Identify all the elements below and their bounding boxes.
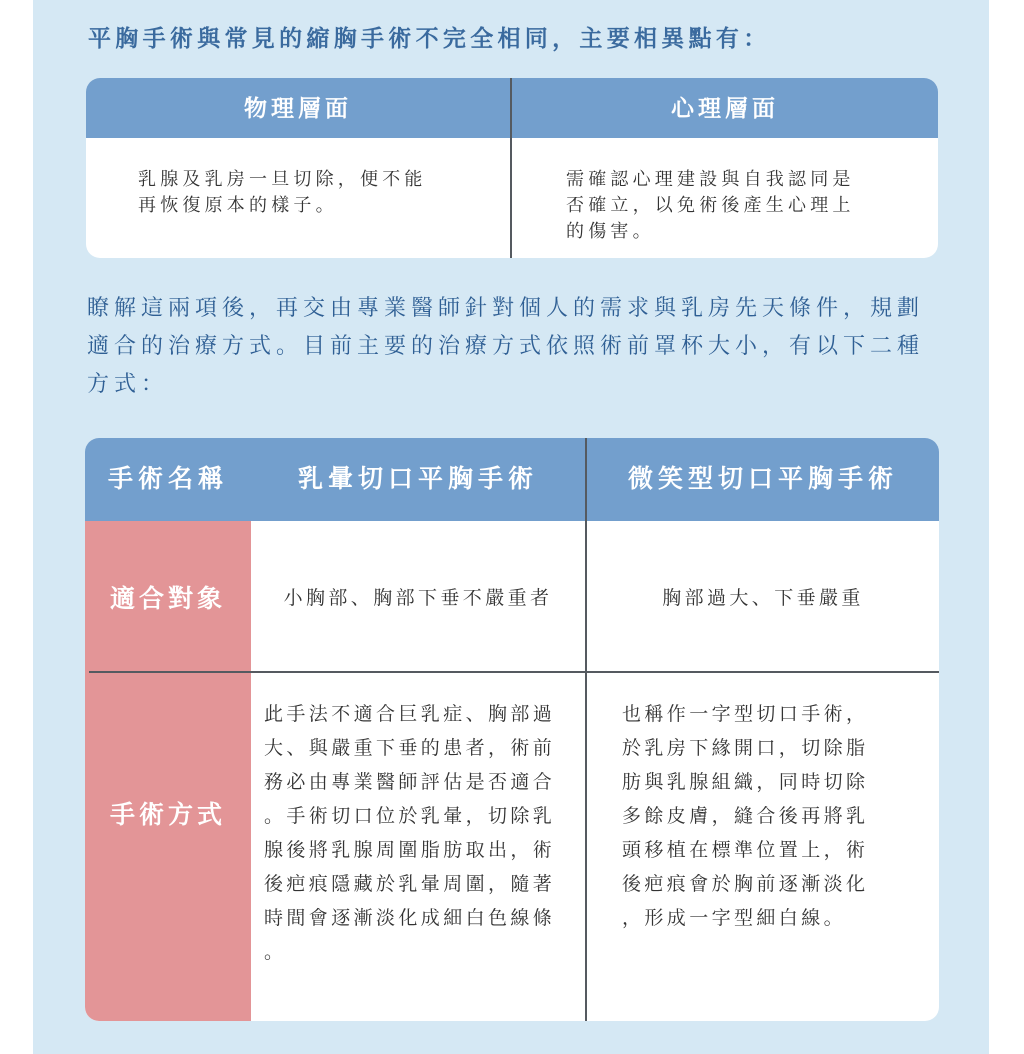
cell-areola-suitable: 小胸部、胸部下垂不嚴重者 — [283, 587, 553, 609]
header-surgery-name: 手術名稱 — [107, 464, 228, 493]
comparison-cell-psychological — [566, 167, 906, 245]
intro-paragraph: 瞭解這兩項後，再交由專業醫師針對個人的需求與乳房先天條件，規劃適合的治療方式。目前主要的治療方式依照術前罩杯大小，有以下二種方式： — [87, 296, 925, 397]
row-header-suitable: 適合對象 — [109, 584, 226, 613]
cell-line: 否確立，以免術後產生心理上 — [566, 195, 855, 216]
header-areola-incision: 乳暈切口平胸手術 — [297, 464, 538, 493]
cell-line: 多餘皮膚，縫合後再將乳 — [622, 805, 869, 827]
cell-line: 於乳房下緣開口，切除脂 — [622, 737, 869, 759]
row-divider — [89, 671, 939, 673]
section-heading: 平胸手術與常見的縮胸手術不完全相同，主要相異點有： — [88, 26, 771, 52]
cell-line: 腺後將乳腺周圍脂肪取出，術 — [264, 839, 556, 861]
cell-line: 後疤痕隱藏於乳暈周圍，隨著 — [264, 873, 556, 895]
row-header-method: 手術方式 — [109, 800, 226, 829]
comparison-cell-physical — [138, 167, 478, 219]
column-divider — [585, 438, 587, 1021]
cell-line: 大、與嚴重下垂的患者，術前 — [264, 737, 556, 759]
header-smile-incision: 微笑型切口平胸手術 — [627, 464, 898, 493]
cell-line: 乳腺及乳房一旦切除，便不能 — [138, 169, 427, 190]
comparison-header-physical: 物理層面 — [244, 96, 352, 122]
cell-line: 頭移植在標準位置上，術 — [622, 839, 869, 861]
cell-areola-method — [264, 697, 555, 969]
cell-line: ，形成一字型細白線。 — [622, 907, 847, 929]
comparison-header-psychological: 心理層面 — [671, 96, 779, 122]
cell-line: 。 — [264, 941, 287, 963]
cell-line: 務必由專業醫師評估是否適合 — [264, 771, 556, 793]
cell-line: 時間會逐漸淡化成細白色線條 — [264, 907, 556, 929]
cell-line: 此手法不適合巨乳症、胸部過 — [264, 703, 556, 725]
cell-line: 。手術切口位於乳暈，切除乳 — [264, 805, 556, 827]
comparison-table — [86, 78, 938, 258]
cell-smile-method — [622, 697, 868, 935]
cell-line: 再恢復原本的樣子。 — [138, 195, 338, 216]
cell-line: 需確認心理建設與自我認同是 — [566, 169, 855, 190]
cell-line: 也稱作一字型切口手術， — [622, 703, 869, 725]
cell-line: 後疤痕會於胸前逐漸淡化 — [622, 873, 869, 895]
surgery-table — [85, 438, 939, 1021]
cell-smile-suitable: 胸部過大、下垂嚴重 — [662, 587, 864, 609]
comparison-divider — [510, 78, 512, 258]
cell-line: 肪與乳腺組織，同時切除 — [622, 771, 869, 793]
cell-line: 的傷害。 — [566, 221, 655, 242]
